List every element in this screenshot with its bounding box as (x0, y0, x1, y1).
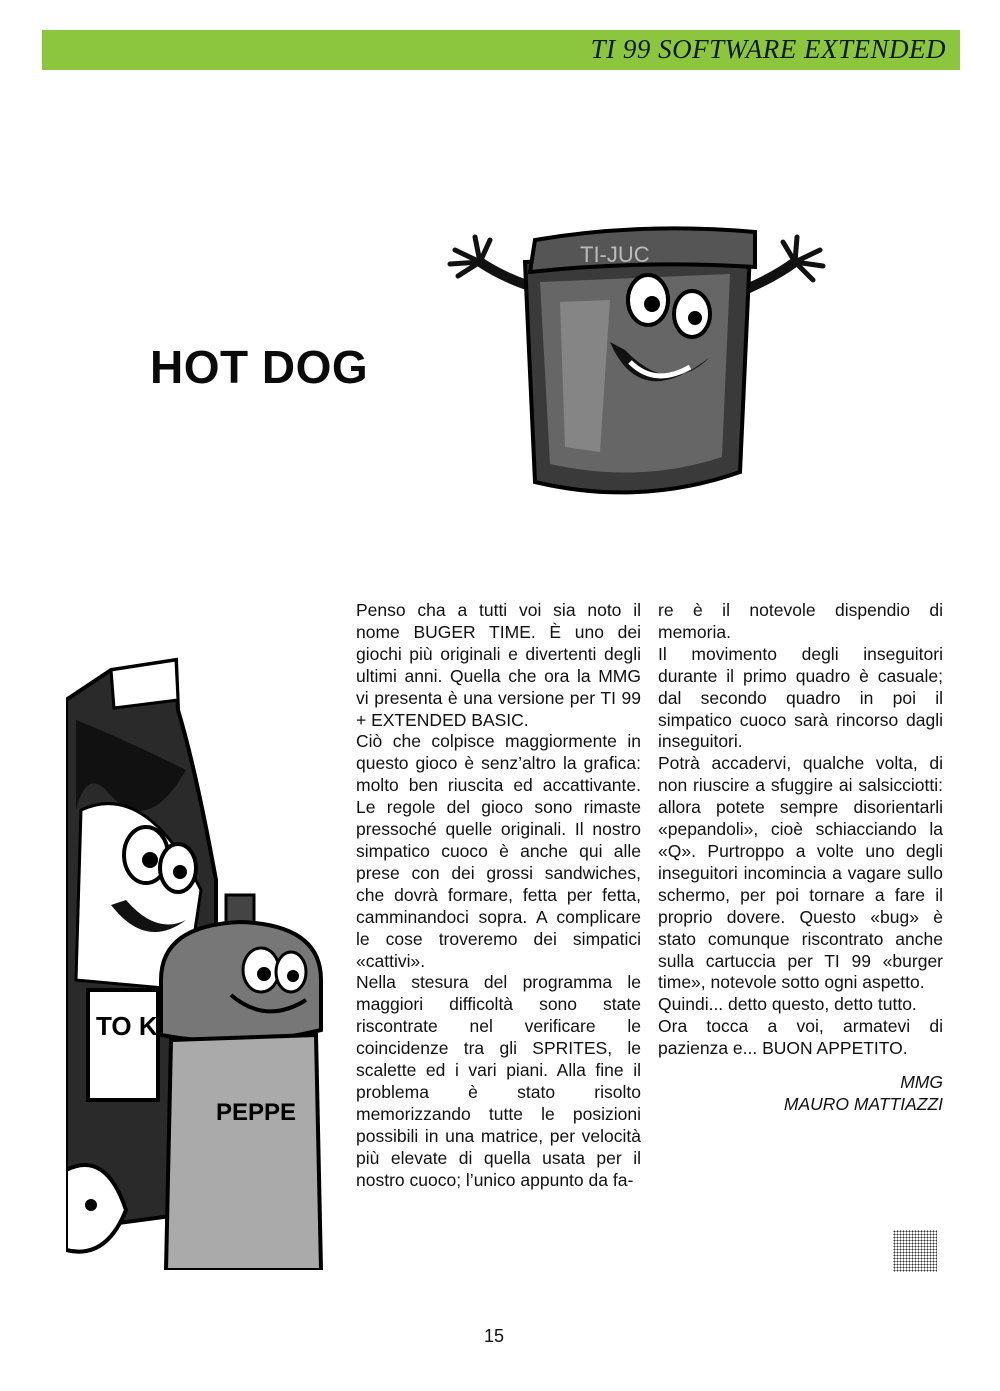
end-mark-dot-pattern (893, 1230, 937, 1272)
ketchup-label: TO K (96, 1011, 158, 1041)
header-title: TI 99 SOFTWARE EXTENDED (590, 34, 946, 64)
paragraph: Nella stesura del programma le maggiori difficoltà sono state riscontrate nel verificare le coincidenze tra gli SPRITES, le scalette ed i vari piani. Alla fine il problema è stato risolto memorizzando tutte le posizioni possibili in una matrice, per velocità più elevate di quella usata per il nostro cuoco; l’unico appunto da fa- (356, 972, 641, 1190)
paragraph: Potrà accadervi, qualche volta, di non riuscire a sfuggire ai salsicciotti: allora potete sempre disorientarli «pepandoli», cioè schiacciando la «Q». Purtroppo a volte uno degli inseguitori incomincia a vagare sullo schermo, per poi tornare a fare il proprio dovere. Questo «bug» è stato comunque riscontrato anche sulla cartuccia per TI 99 «burger time», notevole sotto ogni aspetto. (658, 753, 943, 993)
paragraph: Il movimento degli inseguitori durante il primo quadro è casuale; dal secondo quadro in poi il simpatico cuoco sarà rincorso dagli inseguitori. (658, 643, 943, 752)
article-title: HOT DOG (150, 341, 369, 393)
page-number: 15 (484, 1326, 505, 1346)
signature-author: MAURO MATTIAZZI (783, 1093, 943, 1114)
shaker-label: TI-JUC (580, 242, 650, 267)
paragraph: Quindi... detto questo, detto tutto. (658, 994, 917, 1015)
paragraph: re è il notevole dispendio di memoria. (658, 600, 943, 642)
article-column-1 (356, 600, 641, 1191)
signature-publisher: MMG (900, 1072, 943, 1093)
ketchup-and-pepper-characters-icon (66, 650, 326, 1270)
header-band (42, 30, 960, 70)
paragraph: Penso cha a tutti voi sia noto il nome BUGER TIME. È uno dei giochi più originali e divertenti degli ultimi anni. Quella che ora la MMG vi presenta è una versione per TI 99 + EXTENDED BASIC. (356, 600, 641, 730)
pepper-shaker-character-icon (440, 222, 840, 512)
paragraph: Ora tocca a voi, armatevi di pazienza e... BUON APPETITO. (658, 1016, 943, 1059)
pepper-label: PEPPE (216, 1099, 297, 1126)
paragraph: Ciò che colpisce maggiormente in questo gioco è senz’altro la grafica: molto ben riuscita ed accattivante. Le regole del gioco sono rimaste pressoché quelle originali. Il nostro simpatico cuoco è anche qui alle prese con dei grossi sandwiches, che dovrà formare, fetta per fetta, camminandoci sopra. A complicare le cose troveremo dei simpatici «cattivi». (356, 731, 641, 971)
article-column-2 (658, 600, 943, 1116)
